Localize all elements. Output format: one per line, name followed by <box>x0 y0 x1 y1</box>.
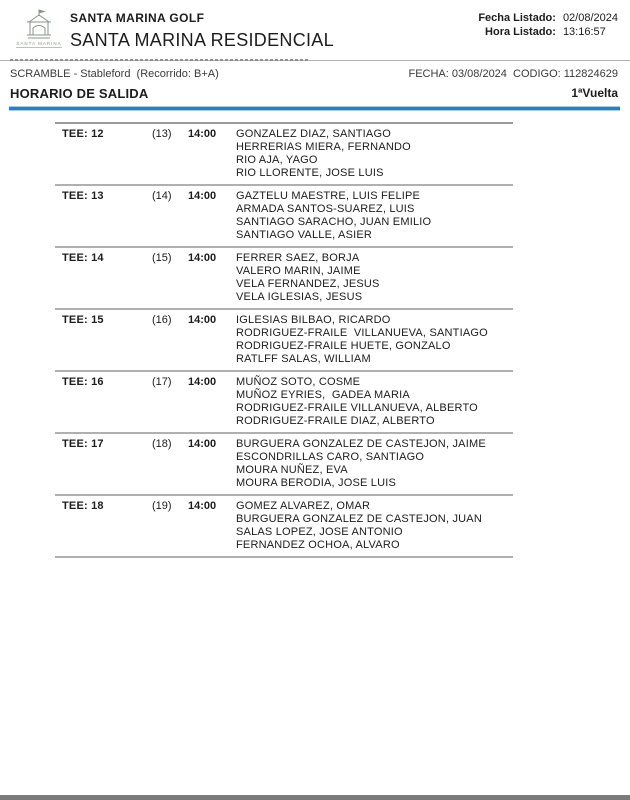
player-name: SANTIAGO VALLE, ASIER <box>236 229 373 241</box>
player-name: IGLESIAS BILBAO, RICARDO <box>236 314 391 326</box>
player-name: SALAS LOPEZ, JOSE ANTONIO <box>236 526 403 538</box>
tee-row <box>55 496 513 558</box>
tee-row <box>55 372 513 434</box>
group-number: (17) <box>152 376 172 388</box>
players-list <box>236 252 513 304</box>
player-name: RODRIGUEZ-FRAILE VILLANUEVA, SANTIAGO <box>236 327 488 339</box>
page-title: SANTA MARINA RESIDENCIAL <box>70 30 334 50</box>
section-row <box>0 80 630 101</box>
blue-accent-rule <box>9 106 620 111</box>
tee-table <box>55 122 513 558</box>
tee-time: 14:00 <box>188 252 217 264</box>
tee-time: 14:00 <box>188 190 217 202</box>
players-list <box>236 128 513 180</box>
tee-time: 14:00 <box>188 128 217 140</box>
player-name: SANTIAGO SARACHO, JUAN EMILIO <box>236 216 432 228</box>
fecha-listado-label: Fecha Listado: <box>478 12 556 24</box>
players-list <box>236 314 513 366</box>
player-name: VELA IGLESIAS, JESUS <box>236 291 363 303</box>
player-name: VELA FERNANDEZ, JESUS <box>236 278 380 290</box>
separator-dashed-line <box>10 59 310 61</box>
player-name: RODRIGUEZ-FRAILE VILLANUEVA, ALBERTO <box>236 402 478 414</box>
group-number: (14) <box>152 190 172 202</box>
logo-caption: SANTA MARINA <box>16 41 62 46</box>
player-name: FERRER SAEZ, BORJA <box>236 252 360 264</box>
group-number: (18) <box>152 438 172 450</box>
player-name: RATLFF SALAS, WILLIAM <box>236 353 371 365</box>
players-list <box>236 376 513 428</box>
competition-row <box>0 66 630 80</box>
player-name: BURGUERA GONZALEZ DE CASTEJON, JUAN <box>236 513 482 525</box>
group-number: (13) <box>152 128 172 140</box>
tee-time: 14:00 <box>188 314 217 326</box>
group-number: (19) <box>152 500 172 512</box>
header <box>0 0 630 54</box>
header-titles <box>70 8 334 51</box>
player-name: MOURA NUÑEZ, EVA <box>236 464 348 476</box>
tee-label: TEE: 12 <box>62 128 104 140</box>
listado-info <box>478 8 620 38</box>
tee-label: TEE: 14 <box>62 252 104 264</box>
tee-row <box>55 124 513 186</box>
player-name: ESCONDRILLAS CARO, SANTIAGO <box>236 451 425 463</box>
tee-time: 14:00 <box>188 500 217 512</box>
section-title: HORARIO DE SALIDA <box>10 86 149 101</box>
competition-name: SCRAMBLE - Stableford (Recorrido: B+A) <box>10 68 219 80</box>
hora-listado-label: Hora Listado: <box>485 26 556 38</box>
club-name: SANTA MARINA GOLF <box>70 11 205 25</box>
footer-bar <box>0 795 630 800</box>
tee-row <box>55 310 513 372</box>
fecha-listado-value: 02/08/2024 <box>562 12 618 24</box>
group-number: (15) <box>152 252 172 264</box>
player-name: RODRIGUEZ-FRAILE DIAZ, ALBERTO <box>236 415 435 427</box>
player-name: ARMADA SANTOS-SUAREZ, LUIS <box>236 203 415 215</box>
hora-listado-value: 13:16:57 <box>562 26 606 38</box>
players-list <box>236 500 513 552</box>
players-list <box>236 438 513 490</box>
club-logo <box>16 8 62 48</box>
tee-label: TEE: 16 <box>62 376 104 388</box>
tee-time: 14:00 <box>188 438 217 450</box>
player-name: GOMEZ ALVAREZ, OMAR <box>236 500 371 512</box>
fecha-codigo: FECHA: 03/08/2024 CODIGO: 112824629 <box>408 68 618 80</box>
player-name: VALERO MARIN, JAIME <box>236 265 361 277</box>
player-name: RIO AJA, YAGO <box>236 154 318 166</box>
player-name: GONZALEZ DIAZ, SANTIAGO <box>236 128 391 140</box>
tee-label: TEE: 18 <box>62 500 104 512</box>
tee-row <box>55 434 513 496</box>
tee-row <box>55 186 513 248</box>
player-name: RIO LLORENTE, JOSE LUIS <box>236 167 384 179</box>
tee-row <box>55 248 513 310</box>
player-name: MUÑOZ SOTO, COSME <box>236 376 361 388</box>
player-name: MUÑOZ EYRIES, GADEA MARIA <box>236 389 410 401</box>
tee-label: TEE: 15 <box>62 314 104 326</box>
group-number: (16) <box>152 314 172 326</box>
round-label: 1ªVuelta <box>571 86 618 100</box>
header-separator <box>0 59 630 63</box>
player-name: RODRIGUEZ-FRAILE HUETE, GONZALO <box>236 340 451 352</box>
tee-label: TEE: 13 <box>62 190 104 202</box>
player-name: FERNANDEZ OCHOA, ALVARO <box>236 539 400 551</box>
players-list <box>236 190 513 242</box>
player-name: MOURA BERODIA, JOSE LUIS <box>236 477 397 489</box>
player-name: HERRERIAS MIERA, FERNANDO <box>236 141 411 153</box>
player-name: BURGUERA GONZALEZ DE CASTEJON, JAIME <box>236 438 486 450</box>
tee-label: TEE: 17 <box>62 438 104 450</box>
player-name: GAZTELU MAESTRE, LUIS FELIPE <box>236 190 421 202</box>
tee-time: 14:00 <box>188 376 217 388</box>
gazebo-icon <box>22 8 56 42</box>
tee-table-body <box>55 124 513 558</box>
